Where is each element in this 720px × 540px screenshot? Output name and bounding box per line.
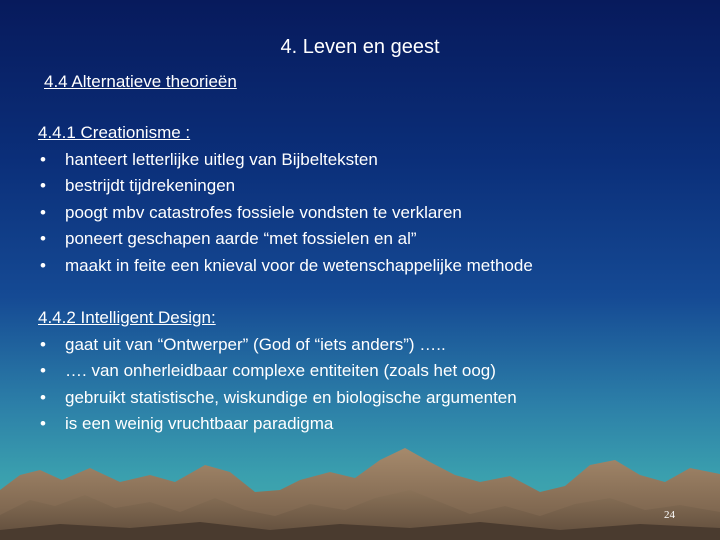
list-item: • …. van onherleidbaar complexe entiteiten (zoals het oog) <box>38 358 517 385</box>
bullet-list <box>38 332 517 438</box>
list-item: • poneert geschapen aarde “met fossielen en al” <box>38 226 533 253</box>
section-heading: 4.4.2 Intelligent Design: <box>38 308 216 327</box>
section-intelligent-design <box>38 305 517 438</box>
bullet-icon: • <box>40 149 46 169</box>
bullet-icon: • <box>40 387 46 407</box>
bullet-icon: • <box>40 414 46 433</box>
slide-subtitle: 4.4 Alternatieve theorieën <box>44 72 237 91</box>
list-item: • gaat uit van “Ontwerper” (God of “iets anders”) ….. <box>38 332 517 359</box>
bullet-list <box>38 147 533 280</box>
bullet-icon: • <box>40 176 46 195</box>
slide-title: 4. Leven en geest <box>280 36 440 58</box>
list-item: • poogt mbv catastrofes fossiele vondsten te verklaren <box>38 200 533 227</box>
section-heading: 4.4.1 Creationisme : <box>38 123 191 142</box>
list-item: • gebruikt statistische, wiskundige en biologische argumenten <box>38 385 517 412</box>
list-item: • bestrijdt tijdrekeningen <box>38 173 533 200</box>
bullet-icon: • <box>40 229 46 248</box>
list-item: • is een weinig vruchtbaar paradigma <box>38 411 517 438</box>
page-number: 24 <box>664 509 675 521</box>
mountain-landscape <box>0 420 720 540</box>
bullet-icon: • <box>40 334 46 354</box>
list-item: • hanteert letterlijke uitleg van Bijbelteksten <box>38 147 533 174</box>
bullet-icon: • <box>40 255 46 275</box>
bullet-icon: • <box>40 361 46 380</box>
section-creationisme <box>38 120 533 279</box>
list-item: • maakt in feite een knieval voor de wetenschappelijke methode <box>38 253 533 280</box>
bullet-icon: • <box>40 202 46 222</box>
